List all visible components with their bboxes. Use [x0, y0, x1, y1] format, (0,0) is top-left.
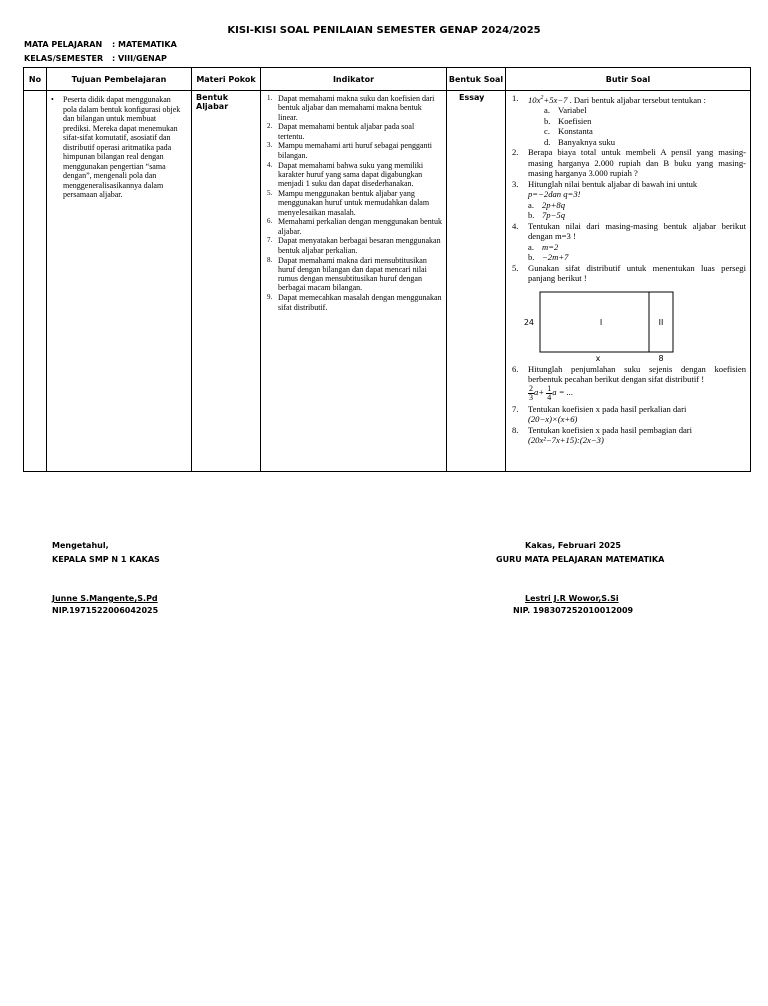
kelas-label: KELAS/SEMESTER	[24, 54, 104, 63]
question-4: 4. Tentukan nilai dari masing-masing bentuk aljabar berikut dengan m=3 !	[512, 220, 746, 242]
cell-butir	[506, 91, 751, 472]
header-materi: Materi Pokok	[192, 68, 261, 91]
question-3: 3. Hitunglah nilai bentuk aljabar di bawah ini untuk p=−2dan q=3!	[512, 178, 698, 200]
header-butir: Butir Soal	[506, 68, 751, 91]
header-tujuan: Tujuan Pembelajaran	[47, 68, 192, 91]
q7-expression: (20−x)×(x+6)	[528, 414, 578, 425]
indikator-list	[261, 91, 446, 312]
right-signature-name: Lestri J.R Wowor,S.Si	[525, 594, 619, 603]
right-signature-line2: GURU MATA PELAJARAN MATEMATIKA	[496, 555, 665, 564]
q4-text: Tentukan nilai dari masing-masing bentuk aljabar berikut dengan m=3 !	[528, 220, 746, 242]
indikator-item: 4. Dapat memahami bahwa suku yang memiliki karakter huruf yang sama dapat digabungkan menjadi 1 suku dan dapat disederhanakan.	[267, 160, 424, 189]
question-1: 1. $10x^2+5x-7$ . Dari bentuk aljabar tersebut tentukan :	[512, 93, 706, 105]
diagram-label-region1: I	[599, 317, 603, 327]
kelas-value: : VIII/GENAP	[112, 54, 167, 63]
q3-condition: p=−2dan q=3!	[528, 189, 581, 200]
kisi-kisi-table	[23, 67, 751, 472]
cell-no	[24, 91, 47, 472]
left-signature-nip: NIP.1971522006042025	[52, 606, 159, 615]
q6-text: Hitunglah penjumlahan suku sejenis dengan koefisien berbentuk pecahan berikut dengan sifat distributif !	[528, 363, 746, 385]
mapel-value: : MATEMATIKA	[112, 40, 177, 49]
option-item: a. 2p+8q	[528, 199, 565, 210]
option-item: a. Variabel	[544, 105, 587, 116]
cell-materi	[192, 91, 261, 472]
diagram-label-x: x	[595, 353, 601, 362]
cell-indikator	[261, 91, 447, 472]
region-1-rect	[540, 292, 649, 352]
right-signature-line1: Kakas, Februari 2025	[525, 541, 621, 550]
meta-mapel	[24, 40, 177, 49]
cell-bentuk	[447, 91, 506, 472]
right-signature-nip: NIP. 198307252010012009	[513, 606, 634, 615]
q8-text: Tentukan koefisien x pada hasil pembagian dari	[528, 424, 693, 435]
table-row	[24, 91, 751, 472]
indikator-item: 2. Dapat memahami bentuk aljabar pada soal tertentu.	[267, 122, 415, 141]
left-signature-name: Junne S.Mangente,S.Pd	[52, 594, 158, 603]
q5-text: Gunakan sifat distributif untuk menentukan luas persegi panjang berikut !	[528, 262, 746, 284]
left-signature-line2: KEPALA SMP N 1 KAKAS	[52, 555, 160, 564]
rectangle-diagram	[512, 290, 746, 362]
q1-expression: $10x^2+5x-7$	[528, 94, 568, 105]
q8-expression: (20x²−7x+15):(2x−3)	[528, 435, 604, 446]
butir-soal	[506, 91, 750, 446]
question-2: 2. Berapa biaya total untuk membeli A pensil yang masing-masing harganya 2.000 rupiah dan B buku yang masing-masing harganya 3.000 rupiah ?	[512, 147, 746, 179]
indikator-item: 6. Memahami perkalian dengan menggunakan bentuk aljabar.	[267, 217, 442, 236]
q2-text: Berapa biaya total untuk membeli A pensil yang masing-masing harganya 2.000 rupiah dan B buku yang masing-masing harganya 3.000 rupiah ?	[528, 147, 746, 179]
indikator-item: 8. Dapat memahami makna dari mensubtitusikan huruf dengan bilangan dan dapat mencari nilai rumus dengan mensubtitusikan huruf dengan berbagai macam bilangan.	[267, 255, 427, 293]
mapel-label: MATA PELAJARAN	[24, 40, 103, 49]
q1-text: . Dari bentuk aljabar tersebut tentukan :	[569, 94, 706, 105]
option-item: d. Banyaknya suku	[544, 136, 616, 147]
header-bentuk: Bentuk Soal	[447, 68, 506, 91]
diagram-label-8: 8	[658, 353, 664, 362]
indikator-item: 9. Dapat memecahkan masalah dengan menggunakan sifat distributif.	[267, 293, 442, 312]
diagram-label-24: 24	[523, 317, 534, 327]
option-item: b. 7p−5q	[528, 210, 565, 221]
question-8: 8. Tentukan koefisien x pada hasil pembagian dari (20x²−7x+15):(2x−3)	[512, 424, 693, 446]
materi-text: Bentuk Aljabar	[196, 93, 229, 111]
left-signature-line1: Mengetahul,	[52, 541, 109, 550]
meta-kelas	[24, 54, 167, 63]
option-item: a. m=2	[528, 241, 559, 252]
option-item: b. −2m+7	[528, 252, 569, 263]
indikator-item: 3. Mampu memahami arti huruf sebagai pengganti bilangan.	[267, 141, 432, 160]
header-indikator: Indikator	[261, 68, 447, 91]
question-6: 6. Hitunglah penjumlahan suku sejenis dengan koefisien berbentuk pecahan berikut dengan sifat distributif ! $\frac{2}{3}$ a+ $\frac{1}{4}$ a = ...	[512, 363, 746, 402]
q7-text: Tentukan koefisien x pada hasil perkalian dari	[528, 403, 687, 414]
header-no: No	[24, 68, 47, 91]
q6-expression: $\frac{2}{3}$ a+ $\frac{1}{4}$ a = ...	[529, 383, 574, 402]
indikator-item: 5. Mampu menggunakan bentuk aljabar yang menggunakan huruf untuk memudahkan dalam menyelesaikan masalah.	[267, 188, 430, 217]
tujuan-text: Peserta didik dapat menggunakan pola dalam bentuk konfigurasi objek dan bilangan untuk membuat prediksi. Mereka dapat menemukan sifat-sifat komutatif, asosiatif dan distributif operasi aritmatika pada himpunan bilangan real dengan menggunakan pengertian “sama dengan”, mengenali pola dan menggeneralisasikannya dalam persamaan aljabar.	[63, 95, 181, 199]
q3-text: Hitunglah nilai bentuk aljabar di bawah ini untuk	[528, 178, 698, 189]
document-title: KISI-KISI SOAL PENILAIAN SEMESTER GENAP 2024/2025	[227, 25, 541, 36]
option-item: b. Koefisien	[544, 115, 592, 126]
table-header-row	[24, 68, 751, 91]
question-7: 7. Tentukan koefisien x pada hasil perkalian dari (20−x)×(x+6)	[512, 403, 687, 425]
diagram-label-region2: II	[658, 317, 664, 327]
indikator-item: 1. Dapat memahami makna suku dan koefisien dari bentuk aljabar dan memahami makna bentuk linear.	[267, 94, 435, 122]
bullet-icon: •	[51, 95, 54, 104]
bentuk-text: Essay	[459, 93, 485, 102]
question-5: 5. Gunakan sifat distributif untuk menentukan luas persegi panjang berikut !	[512, 262, 746, 284]
cell-tujuan	[47, 91, 192, 472]
indikator-item: 7. Dapat menyatakan berbagai besaran menggunakan bentuk aljabar perkalian.	[267, 236, 441, 255]
option-item: c. Konstanta	[544, 126, 593, 137]
